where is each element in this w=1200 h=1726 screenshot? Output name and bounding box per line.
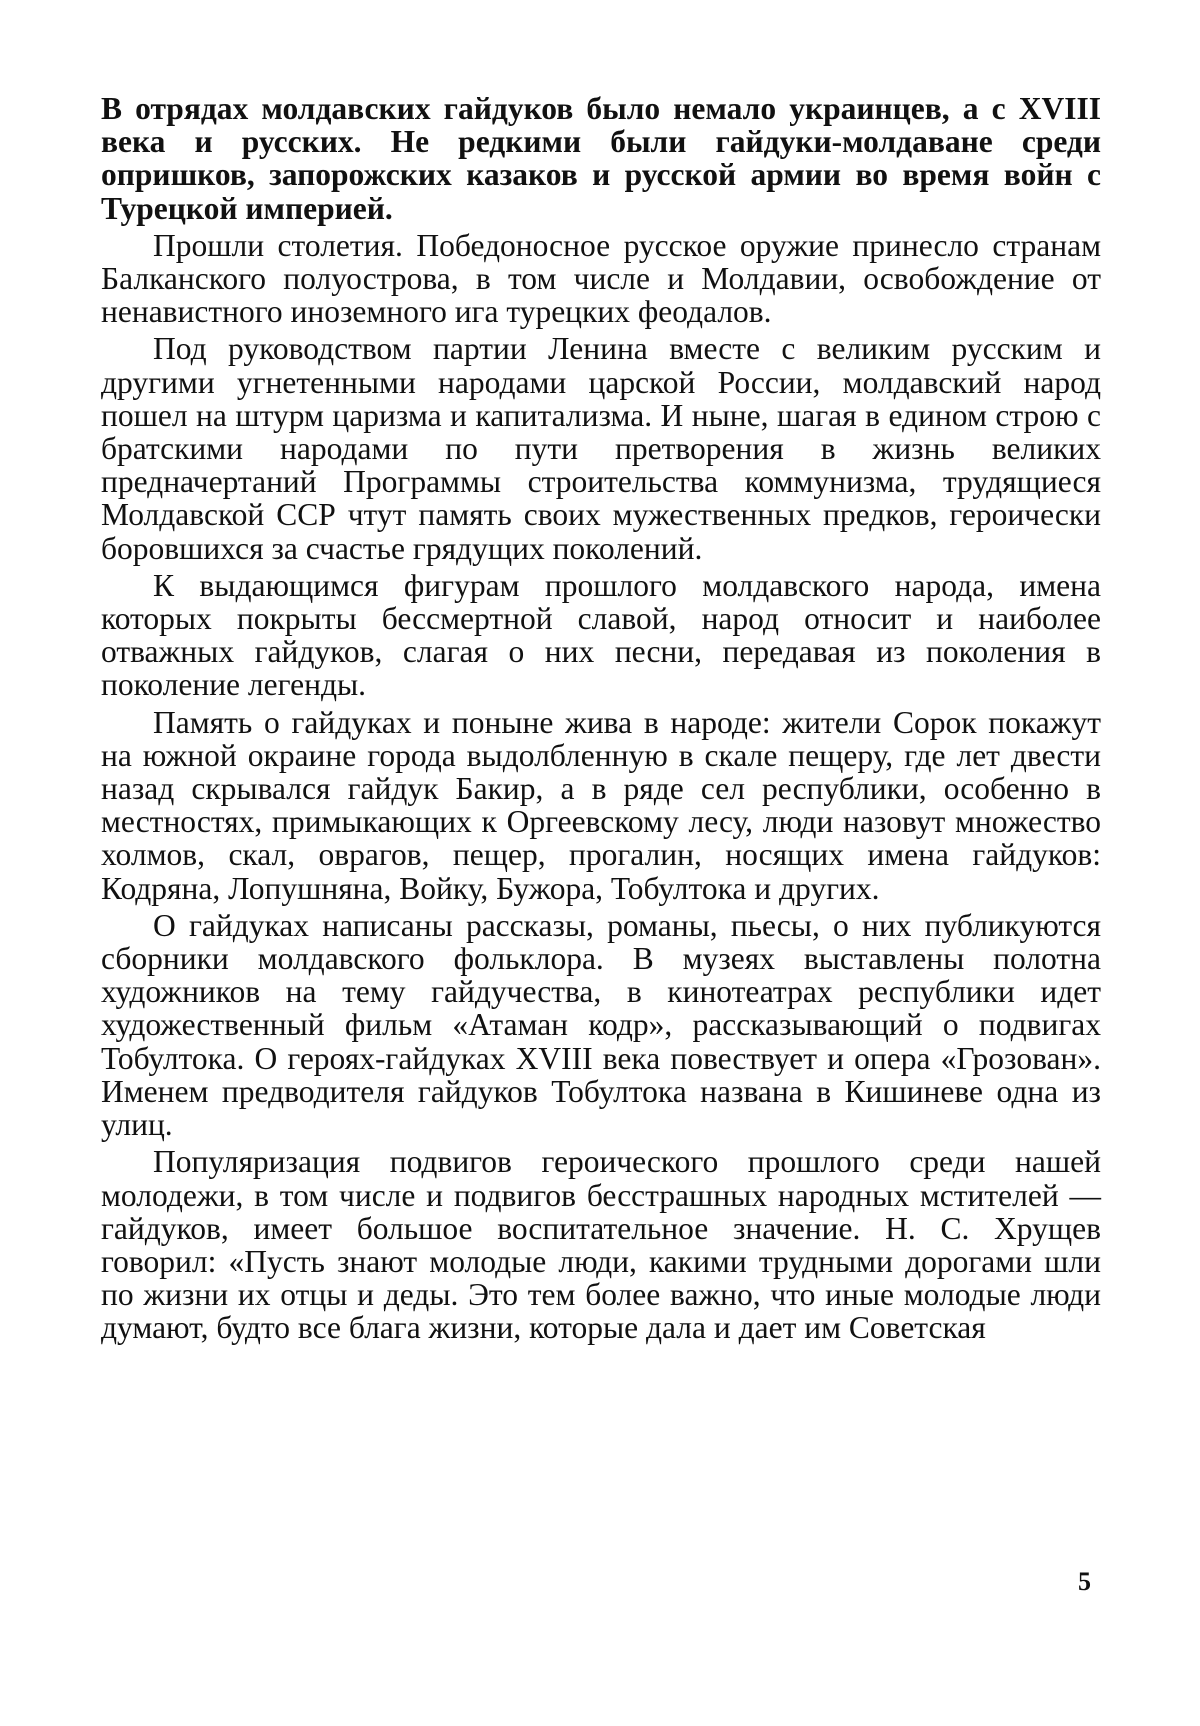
paragraph-3: Под руководством партии Ленина вместе с великим русским и другими угнетенными народами царской России, молдавский народ пошел на штурм царизма и капитализма. И ныне, шагая в едином строю с братскими народами по пути претворения в жизнь великих предначертаний Программы строительства коммунизма, трудящиеся Молдавской ССР чтут память своих мужественных предков, героически боровшихся за счастье грядущих поколений.	[101, 331, 1101, 566]
page-number: 5	[1078, 1567, 1091, 1596]
paragraph-6: О гайдуках написаны рассказы, романы, пьесы, о них публикуются сборники молдавского фольклора. В музеях выставлены полотна художников на тему гайдучества, в кинотеатрах республики идет художественный фильм «Атаман кодр», рассказывающий о подвигах Тобултока. О героях-гайдуках XVIII века повествует и опера «Грозован». Именем предводителя гайдуков Тобултока названа в Кишиневе одна из улиц.	[101, 907, 1101, 1143]
paragraph-5: Память о гайдуках и поныне жива в народе: жители Сорок покажут на южной окраине города выдолбленную в скале пещеру, где лет двести назад скрывался гайдук Бакир, а в ряде сел республики, особенно в местностях, примыкающих к Оргеевскому лесу, люди назовут множество холмов, скал, оврагов, пещер, прогалин, носящих имена гайдуков: Кодряна, Лопушняна, Войку, Бужора, Тобултока и других.	[101, 704, 1101, 906]
paragraph-4: К выдающимся фигурам прошлого молдавского народа, имена которых покрыты бессмертной славой, народ относит и наиболее отважных гайдуков, слагая о них песни, передавая из поколения в поколение легенды.	[101, 567, 1101, 703]
paragraph-2: Прошли столетия. Победоносное русское оружие принесло странам Балканского полуострова, в том числе и Молдавии, освобождение от ненавистного иноземного ига турецких феодалов.	[101, 227, 1101, 330]
paragraph-7: Популяризация подвигов героического прошлого среди нашей молодежи, в том числе и подвигов бесстрашных народных мстителей — гайдуков, имеет большое воспитательное значение. Н. С. Хрущев говорил: «Пусть знают молодые люди, какими трудными дорогами шли по жизни их отцы и деды. Это тем более важно, что иные молодые люди думают, будто все блага жизни, которые дала и дает им Советская	[101, 1144, 1101, 1346]
body-text	[101, 92, 1101, 1349]
paragraph-1: В отрядах молдавских гайдуков было немало украинцев, а с XVIII века и русских. Не редкими были гайдуки-молдаване среди опришков, запорожских казаков и русской армии во время войн с Турецкой империей.	[101, 91, 1101, 226]
